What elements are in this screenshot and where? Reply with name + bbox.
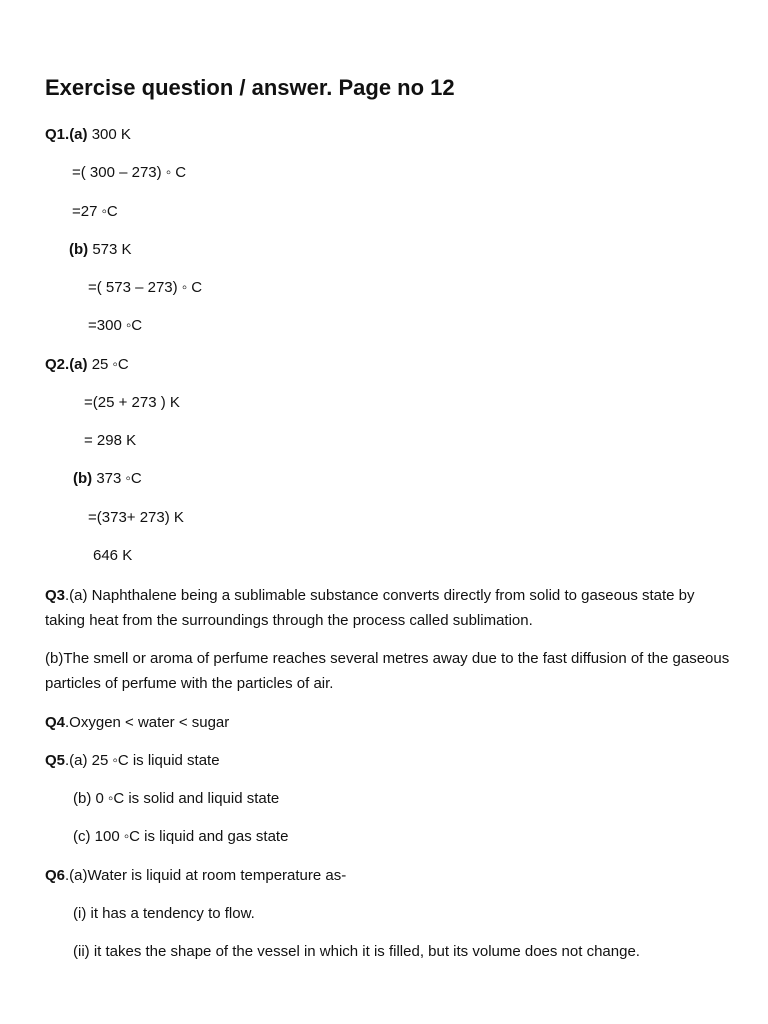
q1-a-step2: =27 ◦C — [72, 203, 118, 220]
q2-b-line — [73, 470, 142, 488]
q5-label: Q5 — [45, 752, 66, 769]
q5-c-line: (c) 100 ◦C is liquid and gas state — [73, 828, 289, 845]
q1-a-value: 300 K — [87, 126, 131, 143]
q1-a-step1: =( 300 – 273) ◦ C — [72, 164, 187, 181]
q6-ii-line: (ii) it takes the shape of the vessel in which it is filled, but its volume does not change. — [73, 943, 640, 960]
q4-label: Q4 — [45, 714, 66, 731]
q2-a-label: (a) — [69, 356, 88, 373]
q1-label: Q1. — [45, 126, 70, 143]
q5-a-line — [45, 752, 220, 770]
q2-b-label: (b) — [73, 470, 93, 487]
q2-a-value: 25 ◦C — [87, 356, 129, 373]
q1-b-line — [69, 241, 132, 259]
q5-b-line: (b) 0 ◦C is solid and liquid state — [73, 790, 280, 807]
q5-a-text: .(a) 25 ◦C is liquid state — [65, 752, 220, 769]
q1-a-line — [45, 126, 131, 144]
q6-i-line: (i) it has a tendency to flow. — [73, 905, 255, 922]
q1-b-label: (b) — [69, 241, 89, 258]
q1-a-label: (a) — [69, 126, 88, 143]
q6-a-line — [45, 867, 346, 885]
q1-b-step2: =300 ◦C — [88, 317, 143, 334]
q2-label: Q2. — [45, 356, 70, 373]
q3-b-paragraph: (b)The smell or aroma of perfume reaches several metres away due to the fast diffusion of the gaseous particles of perfume with the particles of air. — [45, 650, 730, 692]
q2-b-value: 373 ◦C — [92, 470, 142, 487]
q1-b-step1: =( 573 – 273) ◦ C — [88, 279, 203, 296]
q3-label: Q3 — [45, 587, 66, 604]
q2-a-step2: = 298 K — [84, 432, 137, 449]
q4-line — [45, 714, 229, 732]
q1-b-value: 573 K — [88, 241, 132, 258]
q3-a-paragraph — [45, 583, 735, 633]
q2-b-step2: 646 K — [93, 547, 133, 564]
q2-a-step1: =(25 + 273 ) K — [84, 394, 180, 411]
q3-a-text: .(a) Naphthalene being a sublimable substance converts directly from solid to gaseous state by taking heat from the surroundings through the process called sublimation. — [45, 587, 695, 629]
page-title: Exercise question / answer. Page no 12 — [45, 75, 455, 100]
q2-a-line — [45, 356, 129, 374]
q4-text: .Oxygen < water < sugar — [65, 714, 230, 731]
q6-label: Q6 — [45, 867, 66, 884]
q6-a-text: .(a)Water is liquid at room temperature as- — [65, 867, 347, 884]
q2-b-step1: =(373+ 273) K — [88, 509, 184, 526]
